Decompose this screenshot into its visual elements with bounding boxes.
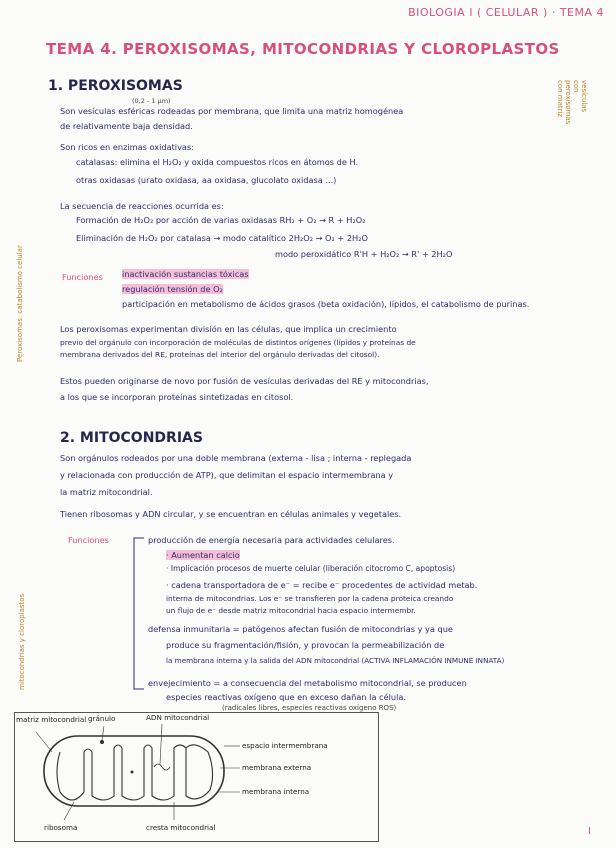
dna-shape xyxy=(154,764,170,770)
outer-membrane-shape xyxy=(44,736,224,806)
page-header: BIOLOGIA I ( CELULAR ) · TEMA 4 xyxy=(408,6,604,19)
mito-line-3: la matriz mitocondrial. xyxy=(60,487,153,497)
size-note: (0,2 - 1 μm) xyxy=(132,97,171,105)
page-number: I xyxy=(588,826,591,837)
section-heading-mitocondrias: 2. MITOCONDRIAS xyxy=(60,430,203,446)
section-heading-peroxisomas: 1. PEROXISOMAS xyxy=(48,78,183,94)
funciones-label-mito: Funciones xyxy=(68,535,109,545)
funcion-perox-1: inactivación sustancias tóxicas xyxy=(122,269,249,279)
mito-ribosomas: Tienen ribosomas y ADN circular, y se encuentran en células animales y vegetales. xyxy=(60,509,402,519)
inner-membrane-shape xyxy=(57,745,213,800)
origen-line-2: a los que se incorporan proteínas sintetizadas en citosol. xyxy=(60,392,294,402)
secuencia-intro: La secuencia de reacciones ocurrida es: xyxy=(60,201,224,211)
mito-line-2: y relacionada con producción de ATP), que delimitan el espacio intermembrana y xyxy=(60,470,394,480)
side-note-left: Peroxisomas: catabolismo celular xyxy=(16,245,24,362)
label-matriz: matriz mitocondrial xyxy=(16,715,87,724)
secuencia-3: modo peroxidático R'H + H₂O₂ → R' + 2H₂O xyxy=(275,249,453,259)
origen-line-1: Estos pueden originarse de novo por fusión de vesículas derivadas del RE y mitocondrias, xyxy=(60,376,429,386)
funcion-mito-4: · cadena transportadora de e⁻ = recibe e⁻ procedentes de actividad metab. xyxy=(166,580,478,590)
funcion-mito-3: · Implicación procesos de muerte celular (liberación citocromo C, apoptosis) xyxy=(166,564,456,573)
funcion-mito-6: un flujo de e⁻ desde matriz mitocondrial hacia espacio intermembr. xyxy=(166,606,416,615)
label-adn: ADN mitocondrial xyxy=(146,713,210,722)
secuencia-1: Formación de H₂O₂ por acción de varias oxidasas RH₂ + O₂ → R + H₂O₂ xyxy=(76,215,366,225)
funcion-mito-1: producción de energía necesaria para actividades celulares. xyxy=(148,535,395,545)
ribosome-dot xyxy=(131,771,134,774)
funcion-mito-9: la membrana interna y la salida del ADN mitocondrial (ACTIVA INFLAMACIÓN INMUNE INNATA) xyxy=(166,656,505,665)
label-cresta: cresta mitocondrial xyxy=(146,823,216,832)
enzima-2: otras oxidasas (urato oxidasa, aa oxidasa, glucolato oxidasa ...) xyxy=(76,175,337,185)
division-line-3: membrana derivados del RE, proteínas del interior del orgánulo derivadas del citosol). xyxy=(60,350,380,359)
funcion-perox-3: participación en metabolismo de ácidos grasos (beta oxidación), lípidos, el catabolismo de purinas. xyxy=(122,299,530,309)
funcion-mito-2: · Aumentan calcio xyxy=(166,550,240,560)
enzimas-intro: Son ricos en enzimas oxidativas: xyxy=(60,142,194,152)
funcion-mito-12: (radicales libres, especies reactivas oxígeno ROS) xyxy=(222,704,397,712)
mito-line-1: Son orgánulos rodeados por una doble membrana (externa - lisa ; interna - replegada xyxy=(60,453,412,463)
funciones-label-perox: Funciones xyxy=(62,272,103,282)
division-line-2: previo del orgánulo con incorporación de moléculas de distintos orígenes (lípidos y proteínas de xyxy=(60,338,416,347)
division-line-1: Los peroxisomas experimentan división en las células, que implica un crecimiento xyxy=(60,324,397,334)
label-interna: membrana interna xyxy=(242,787,310,796)
funcion-mito-8: produce su fragmentación/fisión, y provocan la permeabilización de xyxy=(166,640,445,650)
side-note-left-2: mitocondrias y cloroplastos xyxy=(18,593,26,690)
functions-bracket xyxy=(130,534,150,694)
funcion-mito-7: defensa inmunitaria = patógenos afectan fusión de mitocondrias y ya que xyxy=(148,624,453,634)
side-note-right: vesículas con peroxisomas con matriz xyxy=(556,80,588,125)
intro-line-1: Son vesículas esféricas rodeadas por membrana, que limita una matriz homogénea xyxy=(60,106,404,116)
granule-dot xyxy=(100,740,104,744)
funcion-mito-5: interna de mitocondrias. Los e⁻ se transfieren por la cadena proteica creando xyxy=(166,594,454,603)
secuencia-2: Eliminación de H₂O₂ por catalasa → modo catalítico 2H₂O₂ → O₂ + 2H₂O xyxy=(76,233,368,243)
intro-line-2: de relativamente baja densidad. xyxy=(60,121,193,131)
funcion-mito-11: especies reactivas oxígeno que en exceso dañan la célula. xyxy=(166,692,406,702)
funcion-perox-2: regulación tensión de O₂ xyxy=(122,284,223,294)
mitochondria-diagram xyxy=(14,712,377,840)
label-espacio: espacio intermembrana xyxy=(242,741,328,750)
label-externa: membrana externa xyxy=(242,763,312,772)
label-granulo: gránulo xyxy=(88,714,116,723)
page-title: TEMA 4. PEROXISOMAS, MITOCONDRIAS Y CLOROPLASTOS xyxy=(46,40,560,58)
funcion-mito-10: envejecimiento = a consecuencia del metabolismo mitocondrial, se producen xyxy=(148,678,467,688)
label-ribosoma: ribosoma xyxy=(44,823,78,832)
enzima-1: catalasas: elimina el H₂O₂ y oxida compuestos ricos en átomos de H. xyxy=(76,157,359,167)
